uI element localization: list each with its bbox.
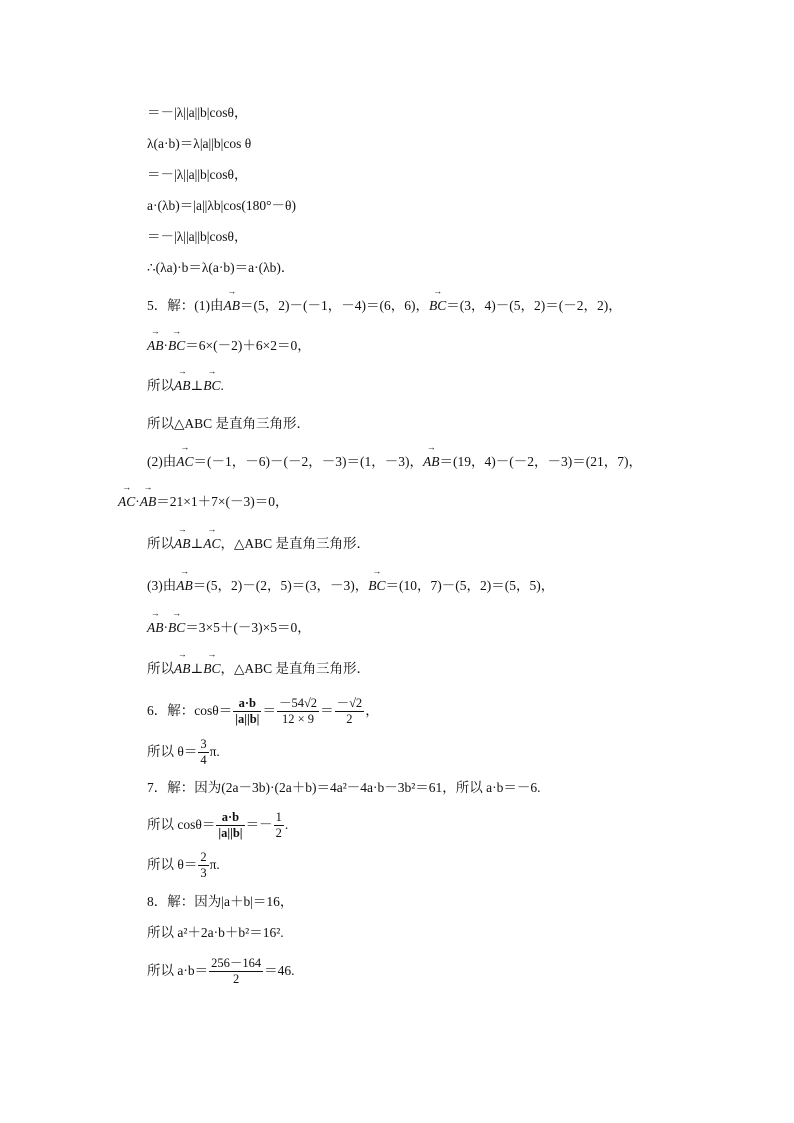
p8-line-2: 所以 a²＋2a·b＋b²＝16². <box>147 925 284 940</box>
fraction <box>277 696 319 727</box>
text: π. <box>209 744 220 759</box>
numerator: a·b <box>216 810 244 826</box>
denominator: 3 <box>200 866 207 881</box>
numerator: －√2 <box>336 696 363 711</box>
text: 所以 θ＝ <box>147 857 198 872</box>
fraction <box>233 696 261 727</box>
numerator: －54√2 <box>278 696 318 711</box>
vector-ab: → AB <box>147 336 164 356</box>
text: ＝－ <box>245 817 273 832</box>
text: 所以 θ＝ <box>147 744 198 759</box>
text: ，△ABC 是直角三角形． <box>220 661 370 676</box>
p5-number: 5．解：(1)由 <box>147 298 224 313</box>
denominator: 2 <box>275 826 282 841</box>
p5-line-6: → AC·→ AB＝21×1＋7×(－3)＝0， <box>118 492 288 512</box>
text: ＝(19，4)－(－2，－3)＝(21，7)， <box>439 454 642 469</box>
p8-line-3 <box>147 954 295 988</box>
text: ， <box>365 703 379 718</box>
p5-dot-product: ＝6×(－2)＋6×2＝0， <box>185 338 311 353</box>
text: ＝3×5＋(－3)×5＝0， <box>185 620 311 635</box>
p5-line-10 <box>147 659 370 679</box>
numerator: 2 <box>200 850 207 865</box>
denominator: |a||b| <box>235 712 260 727</box>
p6-number: 6．解：cosθ＝ <box>147 703 233 718</box>
text: π. <box>209 857 220 872</box>
vector-ac: → AC <box>203 534 220 554</box>
p7-line-1: 7．解：因为(2a－3b)·(2a＋b)＝4a²－4a·b－3b²＝61，所以 a·b＝－6. <box>147 780 541 795</box>
p5-line-4: 所以△ABC 是直角三角形． <box>147 416 311 431</box>
p6-line-1: 6．解：cosθ＝ $\frac{a\cdot b}{|a||b|}$ ＝ $\frac{-54√2}{12 \times 9}$ ＝ $\frac{-√2}{2}$ ， <box>147 696 379 727</box>
vector-ab: → AB <box>423 452 440 472</box>
text: ＝21×1＋7×(－3)＝0， <box>156 494 289 509</box>
vector-bc: → BC <box>168 618 185 638</box>
vector-ab: → AB <box>147 618 164 638</box>
vector-ab: → AB <box>174 376 191 396</box>
text: ，△ABC 是直角三角形． <box>220 536 370 551</box>
line-2: λ(a·b)＝λ|a||b|cos θ <box>147 136 252 151</box>
fraction <box>198 850 208 881</box>
fraction <box>209 956 263 987</box>
p5-bc-value: ＝(3，4)－(5，2)＝(－2，2)， <box>446 298 622 313</box>
vector-ac: → AC <box>176 452 193 472</box>
vector-ab: → AB <box>224 296 241 316</box>
vector-bc: → BC <box>429 296 446 316</box>
vector-bc: → BC <box>368 576 385 596</box>
denominator: 12 × 9 <box>281 712 315 727</box>
line-6: ∴(λa)·b＝λ(a·b)＝a·(λb)． <box>147 260 295 275</box>
vector-bc: → BC <box>203 659 220 679</box>
perp-symbol: ⊥ <box>190 536 204 551</box>
vector-ab: → AB <box>176 576 193 596</box>
text: ＝(－1，－6)－(－2，－3)＝(1，－3)， <box>193 454 423 469</box>
vector-bc: → BC <box>168 336 185 356</box>
text: ＝46. <box>264 963 295 978</box>
text: 所以 a·b＝ <box>147 963 209 978</box>
text: 所以 <box>147 661 174 676</box>
perp-symbol: ⊥ <box>190 378 204 393</box>
numerator: a·b <box>233 696 261 712</box>
denominator: 2 <box>233 972 240 987</box>
vector-bc: → BC <box>203 376 220 396</box>
fraction <box>216 810 244 841</box>
text: . <box>220 378 224 393</box>
p7-line-3 <box>147 848 220 882</box>
text: ＝(10，7)－(5，2)＝(5，5)， <box>385 578 555 593</box>
text: (3)由 <box>147 578 177 593</box>
denominator: 4 <box>200 753 207 768</box>
p8-line-1: 8．解：因为|a＋b|＝16， <box>147 894 294 909</box>
line-3: ＝－|λ||a||b|cosθ， <box>147 167 248 182</box>
p5-line-1 <box>147 296 622 316</box>
denominator: 2 <box>346 712 353 727</box>
line-1: ＝－|λ||a||b|cosθ， <box>147 105 248 120</box>
numerator: 256－164 <box>211 956 262 971</box>
vector-ab: → AB <box>140 492 157 512</box>
line-4: a·(λb)＝|a||λb|cos(180°－θ) <box>147 198 296 213</box>
text: 所以 <box>147 536 174 551</box>
fraction <box>198 737 208 768</box>
p5-line-3 <box>147 376 224 396</box>
p7-line-2 <box>147 808 288 842</box>
numerator: 1 <box>275 810 282 825</box>
p6-line-2 <box>147 735 220 769</box>
p5-line-7 <box>147 534 370 554</box>
p5-line-5 <box>147 452 642 472</box>
p5-line-8 <box>147 576 554 596</box>
numerator: 3 <box>200 737 207 752</box>
text: ＝(5，2)－(2，5)＝(3，－3)， <box>192 578 369 593</box>
fraction <box>335 696 365 727</box>
vector-ab: → AB <box>174 534 191 554</box>
vector-ac: → AC <box>118 492 135 512</box>
text: (2)由 <box>147 454 177 469</box>
vector-ab: → AB <box>174 659 191 679</box>
line-5: ＝－|λ||a||b|cosθ， <box>147 229 248 244</box>
text: . <box>284 817 289 832</box>
text: 所以 cosθ＝ <box>147 817 216 832</box>
perp-symbol: ⊥ <box>190 661 204 676</box>
denominator: |a||b| <box>218 826 243 841</box>
p5-ab-value: ＝(5，2)－(－1，－4)＝(6，6)， <box>240 298 429 313</box>
p5-line-9: → AB·→ BC＝3×5＋(－3)×5＝0， <box>147 618 311 638</box>
text: 所以 <box>147 378 174 393</box>
p5-line-2: → AB·→ BC＝6×(－2)＋6×2＝0， <box>147 336 311 356</box>
fraction <box>274 810 284 841</box>
